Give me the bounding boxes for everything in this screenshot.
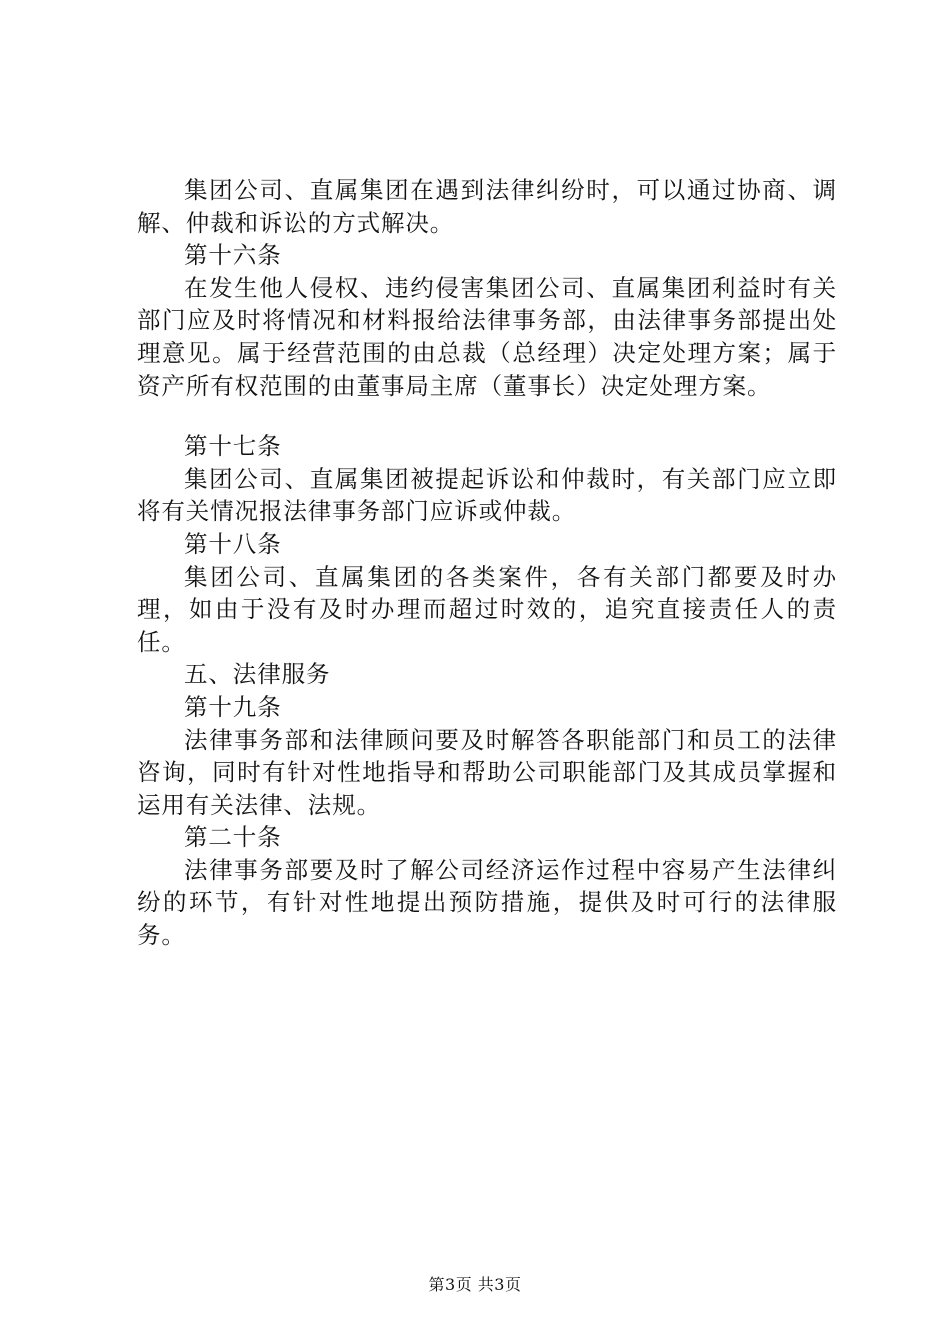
- article-18-heading: 第十八条: [184, 529, 282, 558]
- article-16-heading: 第十六条: [184, 241, 282, 270]
- article-17-body: 集团公司、直属集团被提起诉讼和仲裁时，有关部门应立即将有关情况报法律事务部门应诉或仲裁。: [137, 464, 837, 526]
- article-20-body: 法律事务部要及时了解公司经济运作过程中容易产生法律纠纷的环节，有针对性地提出预防措施，提供及时可行的法律服务。: [137, 855, 837, 950]
- article-20-heading: 第二十条: [184, 823, 282, 852]
- article-18-body: 集团公司、直属集团的各类案件，各有关部门都要及时办理，如由于没有及时办理而超过时效的，追究直接责任人的责任。: [137, 562, 837, 656]
- article-16-body: 在发生他人侵权、违约侵害集团公司、直属集团利益时有关部门应及时将情况和材料报给法律事务部，由法律事务部提出处理意见。属于经营范围的由总裁（总经理）决定处理方案；属于资产所有权范围的由董事局主席（董事长）决定处理方案。: [137, 273, 837, 400]
- page-number-footer: 第3页 共3页: [428, 1275, 522, 1294]
- article-19-body: 法律事务部和法律顾问要及时解答各职能部门和员工的法律咨询，同时有针对性地指导和帮助公司职能部门及其成员掌握和运用有关法律、法规。: [137, 725, 837, 819]
- document-body: [137, 174, 837, 952]
- section-5-heading: 五、法律服务: [184, 660, 331, 689]
- paragraph-dispute-resolution: 集团公司、直属集团在遇到法律纠纷时，可以通过协商、调解、仲裁和诉讼的方式解决。: [137, 176, 837, 237]
- paragraph-spacer: [137, 402, 837, 430]
- article-19-heading: 第十九条: [184, 692, 282, 721]
- article-17-heading: 第十七条: [184, 432, 282, 461]
